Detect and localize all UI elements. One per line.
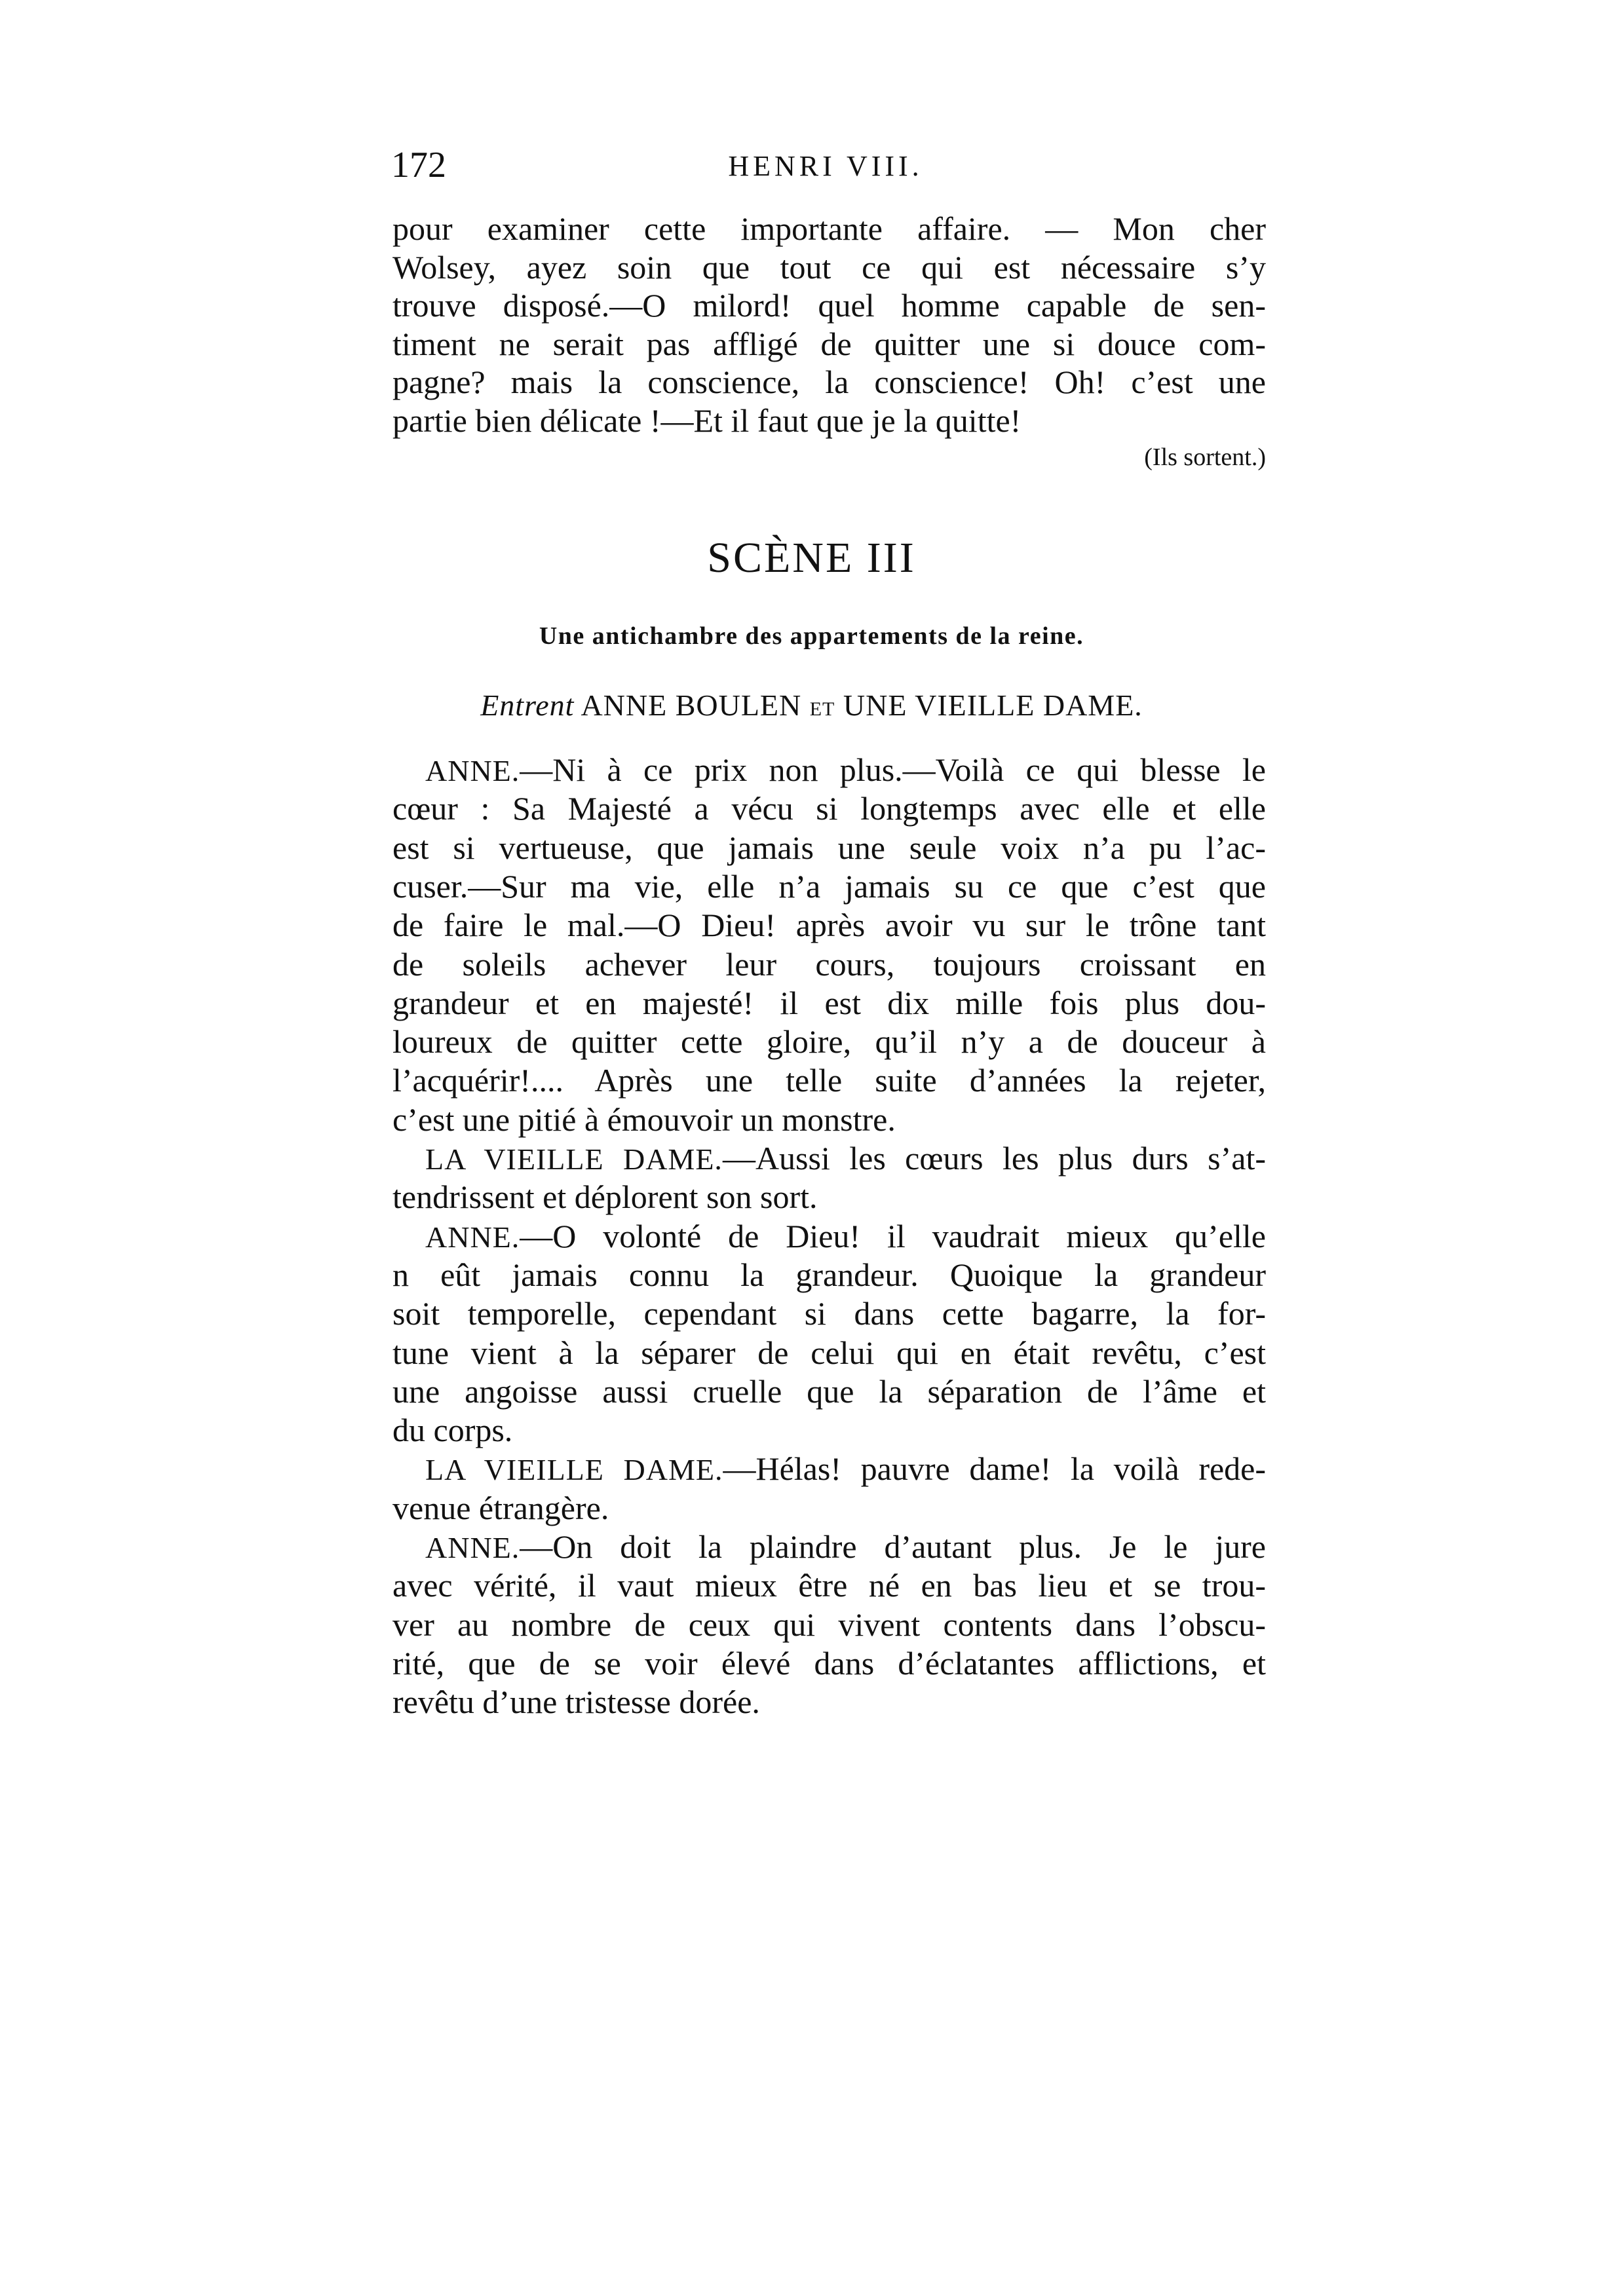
- text-line: pagne? mais la conscience, la conscience! Oh! c’est une: [392, 364, 1266, 400]
- text-line: grandeur et en majesté! il est dix mille fois plus dou-: [392, 984, 1266, 1021]
- speech-text: —Ni à ce prix non plus.—Voilà ce qui blesse le: [520, 751, 1266, 788]
- entrance-character-1: ANNE BOULEN: [581, 688, 802, 722]
- text-line: du corps.: [392, 1412, 513, 1449]
- speaker-name: ANNE.: [425, 1531, 520, 1564]
- text-line: revêtu d’une tristesse dorée.: [392, 1684, 760, 1721]
- text-line: de faire le mal.—O Dieu! après avoir vu sur le trône tant: [392, 907, 1266, 944]
- speaker-name: ANNE.: [425, 754, 520, 787]
- text-line: trouve disposé.—O milord! quel homme capable de sen-: [392, 287, 1266, 324]
- speech-text: —Hélas! pauvre dame! la voilà rede-: [723, 1450, 1267, 1488]
- speech-first-line: [392, 1217, 1266, 1256]
- speaker-name: ANNE.: [425, 1220, 520, 1254]
- text-line: tune vient à la séparer de celui qui en était revêtu, c’est: [392, 1334, 1266, 1371]
- text-line: partie bien délicate !—Et il faut que je la quitte!: [392, 402, 1022, 439]
- running-title: HENRI VIII.: [728, 150, 923, 182]
- scene-title: SCÈNE III: [707, 534, 916, 582]
- text-line: Wolsey, ayez soin que tout ce qui est nécessaire s’y: [392, 248, 1266, 286]
- text-line: avec vérité, il vaut mieux être né en bas lieu et se trou-: [392, 1567, 1266, 1604]
- text-line: venue étrangère.: [392, 1489, 609, 1526]
- text-line: pour examiner cette importante affaire. — Mon cher: [392, 210, 1266, 247]
- text-line: n eût jamais connu la grandeur. Quoique la grandeur: [392, 1256, 1266, 1293]
- text-line: cœur : Sa Majesté a vécu si longtemps avec elle et elle: [392, 790, 1266, 827]
- entrance-verb: Entrent: [480, 688, 575, 722]
- text-line: rité, que de se voir élevé dans d’éclatantes afflictions, et: [392, 1644, 1266, 1682]
- text-line: de soleils achever leur cours, toujours croissant en: [392, 945, 1266, 983]
- text-line: loureux de quitter cette gloire, qu’il n’y a de douceur à: [392, 1023, 1266, 1061]
- page-number: 172: [391, 145, 446, 185]
- entrance-conjunction: ET: [809, 698, 835, 720]
- stage-direction: (Ils sortent.): [1144, 443, 1266, 471]
- entrance-direction: [0, 688, 1623, 727]
- text-line: timent ne serait pas affligé de quitter une si douce com-: [392, 325, 1266, 362]
- text-line: une angoisse aussi cruelle que la séparation de l’âme et: [392, 1372, 1266, 1410]
- text-line: soit temporelle, cependant si dans cette bagarre, la for-: [392, 1295, 1266, 1332]
- scene-setting: Une antichambre des appartements de la reine.: [539, 622, 1084, 650]
- text-line: c’est une pitié à émouvoir un monstre.: [392, 1101, 896, 1138]
- speaker-name: LA VIEILLE DAME.: [425, 1142, 723, 1176]
- entrance-character-2: UNE VIEILLE DAME.: [843, 688, 1143, 722]
- speech-text: —On doit la plaindre d’autant plus. Je le jure: [520, 1528, 1266, 1565]
- text-line: ver au nombre de ceux qui vivent contents dans l’obscu-: [392, 1606, 1266, 1643]
- text-line: cuser.—Sur ma vie, elle n’a jamais su ce que c’est que: [392, 867, 1266, 905]
- speech-text: —O volonté de Dieu! il vaudrait mieux qu’elle: [520, 1217, 1266, 1254]
- text-line: l’acquérir!.... Après une telle suite d’années la rejeter,: [392, 1062, 1266, 1099]
- speech-text: —Aussi les cœurs les plus durs s’at-: [722, 1140, 1267, 1176]
- speech-first-line: [392, 1450, 1266, 1488]
- text-line: tendrissent et déplorent son sort.: [392, 1178, 818, 1216]
- text-line: est si vertueuse, que jamais une seule voix n’a pu l’ac-: [392, 829, 1266, 866]
- speech-first-line: [392, 751, 1266, 789]
- speaker-name: LA VIEILLE DAME.: [425, 1453, 723, 1487]
- speech-first-line: [392, 1139, 1266, 1178]
- speech-first-line: [392, 1528, 1266, 1566]
